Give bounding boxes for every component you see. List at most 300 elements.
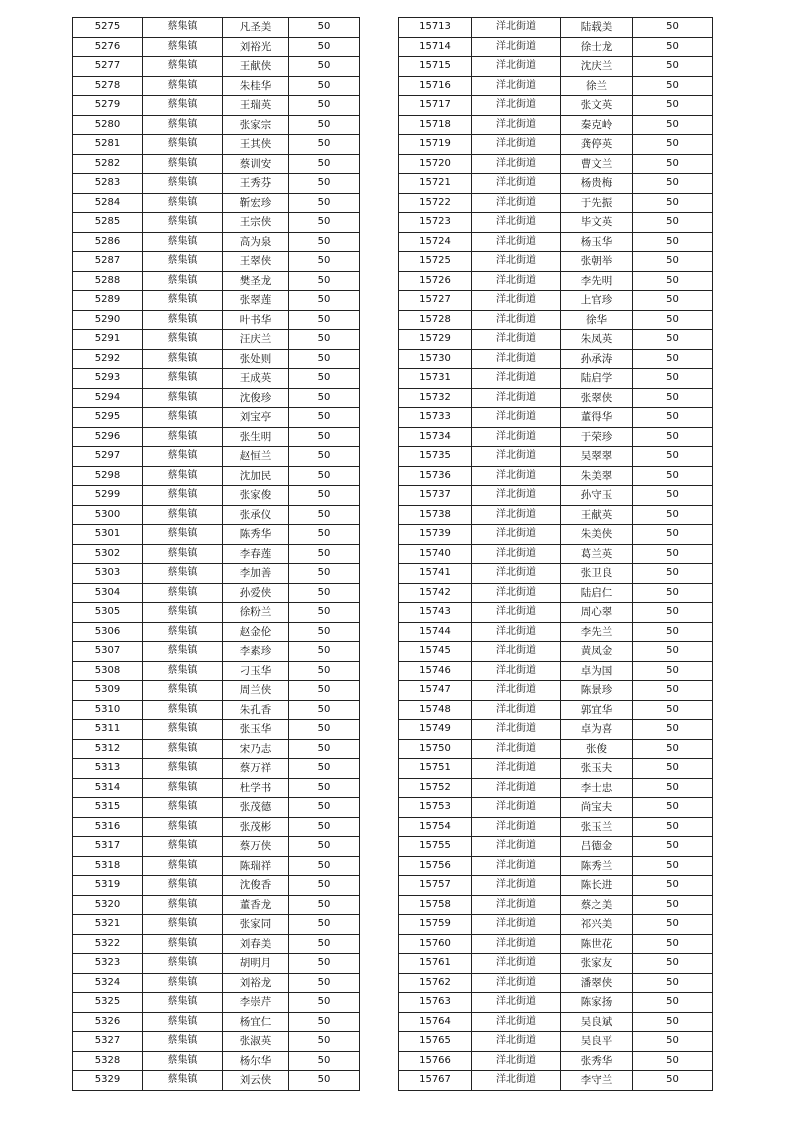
table-row <box>73 115 360 135</box>
row-number-cell: 15718 <box>399 115 472 135</box>
table-row <box>73 954 360 974</box>
amount-cell: 50 <box>289 174 360 194</box>
table-row <box>73 57 360 77</box>
township-cell: 洋北街道 <box>472 505 561 525</box>
row-number-cell: 5318 <box>73 856 143 876</box>
amount-cell: 50 <box>633 505 713 525</box>
person-name-cell: 赵恒兰 <box>223 447 289 467</box>
amount-cell: 50 <box>289 291 360 311</box>
township-cell: 洋北街道 <box>472 759 561 779</box>
person-name-cell: 张翠侠 <box>561 388 633 408</box>
person-name-cell: 蔡万祥 <box>223 759 289 779</box>
township-cell: 洋北街道 <box>472 993 561 1013</box>
township-cell: 蔡集镇 <box>143 330 223 350</box>
person-name-cell: 吕德金 <box>561 837 633 857</box>
township-cell: 洋北街道 <box>472 486 561 506</box>
township-cell: 蔡集镇 <box>143 447 223 467</box>
table-row <box>399 291 713 311</box>
person-name-cell: 杨尔华 <box>223 1051 289 1071</box>
amount-cell: 50 <box>289 18 360 38</box>
table-row <box>399 544 713 564</box>
table-row <box>73 466 360 486</box>
person-name-cell: 朱美侠 <box>561 525 633 545</box>
person-name-cell: 王献侠 <box>223 57 289 77</box>
person-name-cell: 陈世花 <box>561 934 633 954</box>
township-cell: 蔡集镇 <box>143 583 223 603</box>
township-cell: 蔡集镇 <box>143 603 223 623</box>
row-number-cell: 15754 <box>399 817 472 837</box>
amount-cell: 50 <box>633 408 713 428</box>
table-row <box>399 76 713 96</box>
amount-cell: 50 <box>633 76 713 96</box>
person-name-cell: 王其侠 <box>223 135 289 155</box>
person-name-cell: 宋乃志 <box>223 739 289 759</box>
row-number-cell: 5306 <box>73 622 143 642</box>
amount-cell: 50 <box>633 739 713 759</box>
amount-cell: 50 <box>289 310 360 330</box>
table-row <box>399 1071 713 1091</box>
amount-cell: 50 <box>633 427 713 447</box>
person-name-cell: 徐粉兰 <box>223 603 289 623</box>
amount-cell: 50 <box>633 252 713 272</box>
table-row <box>399 96 713 116</box>
township-cell: 洋北街道 <box>472 1071 561 1091</box>
person-name-cell: 董得华 <box>561 408 633 428</box>
person-name-cell: 沈庆兰 <box>561 57 633 77</box>
table-row <box>73 739 360 759</box>
row-number-cell: 15766 <box>399 1051 472 1071</box>
township-cell: 蔡集镇 <box>143 174 223 194</box>
row-number-cell: 5319 <box>73 876 143 896</box>
row-number-cell: 15741 <box>399 564 472 584</box>
person-name-cell: 陈长进 <box>561 876 633 896</box>
township-cell: 蔡集镇 <box>143 700 223 720</box>
amount-cell: 50 <box>633 661 713 681</box>
amount-cell: 50 <box>633 700 713 720</box>
amount-cell: 50 <box>633 525 713 545</box>
row-number-cell: 15739 <box>399 525 472 545</box>
person-name-cell: 张家俊 <box>223 486 289 506</box>
amount-cell: 50 <box>633 1051 713 1071</box>
person-name-cell: 张处则 <box>223 349 289 369</box>
table-row <box>73 1012 360 1032</box>
person-name-cell: 蔡万侠 <box>223 837 289 857</box>
table-row <box>73 291 360 311</box>
township-cell: 洋北街道 <box>472 76 561 96</box>
table-row <box>399 700 713 720</box>
amount-cell: 50 <box>289 934 360 954</box>
row-number-cell: 15722 <box>399 193 472 213</box>
table-row <box>399 895 713 915</box>
row-number-cell: 5309 <box>73 681 143 701</box>
township-cell: 蔡集镇 <box>143 681 223 701</box>
row-number-cell: 15745 <box>399 642 472 662</box>
row-number-cell: 15757 <box>399 876 472 896</box>
township-cell: 蔡集镇 <box>143 310 223 330</box>
amount-cell: 50 <box>289 603 360 623</box>
row-number-cell: 15748 <box>399 700 472 720</box>
table-row <box>399 213 713 233</box>
amount-cell: 50 <box>633 934 713 954</box>
table-row <box>73 349 360 369</box>
township-cell: 蔡集镇 <box>143 525 223 545</box>
person-name-cell: 刘裕龙 <box>223 973 289 993</box>
amount-cell: 50 <box>289 915 360 935</box>
table-row <box>399 388 713 408</box>
row-number-cell: 5322 <box>73 934 143 954</box>
table-row <box>73 427 360 447</box>
table-row <box>399 57 713 77</box>
person-name-cell: 朱孔香 <box>223 700 289 720</box>
person-name-cell: 蔡之美 <box>561 895 633 915</box>
person-name-cell: 曹文兰 <box>561 154 633 174</box>
row-number-cell: 5277 <box>73 57 143 77</box>
person-name-cell: 秦克岭 <box>561 115 633 135</box>
table-row <box>73 135 360 155</box>
person-name-cell: 王献英 <box>561 505 633 525</box>
table-row <box>73 934 360 954</box>
table-row <box>399 310 713 330</box>
township-cell: 蔡集镇 <box>143 622 223 642</box>
table-row <box>399 739 713 759</box>
row-number-cell: 5296 <box>73 427 143 447</box>
table-row <box>73 817 360 837</box>
person-name-cell: 沈俊香 <box>223 876 289 896</box>
amount-cell: 50 <box>289 817 360 837</box>
township-cell: 洋北街道 <box>472 778 561 798</box>
row-number-cell: 5323 <box>73 954 143 974</box>
amount-cell: 50 <box>633 1012 713 1032</box>
township-cell: 蔡集镇 <box>143 739 223 759</box>
person-name-cell: 尚宝夫 <box>561 798 633 818</box>
person-name-cell: 陈瑞祥 <box>223 856 289 876</box>
township-cell: 洋北街道 <box>472 622 561 642</box>
row-number-cell: 15713 <box>399 18 472 38</box>
table-row <box>399 37 713 57</box>
row-number-cell: 15717 <box>399 96 472 116</box>
table-row <box>399 954 713 974</box>
amount-cell: 50 <box>633 895 713 915</box>
amount-cell: 50 <box>289 135 360 155</box>
amount-cell: 50 <box>289 720 360 740</box>
township-cell: 蔡集镇 <box>143 505 223 525</box>
row-number-cell: 5292 <box>73 349 143 369</box>
amount-cell: 50 <box>633 954 713 974</box>
amount-cell: 50 <box>633 57 713 77</box>
person-name-cell: 李先明 <box>561 271 633 291</box>
amount-cell: 50 <box>289 856 360 876</box>
amount-cell: 50 <box>289 271 360 291</box>
person-name-cell: 李崇芹 <box>223 993 289 1013</box>
amount-cell: 50 <box>289 193 360 213</box>
row-number-cell: 5289 <box>73 291 143 311</box>
township-cell: 洋北街道 <box>472 232 561 252</box>
table-row <box>73 564 360 584</box>
amount-cell: 50 <box>633 466 713 486</box>
row-number-cell: 15728 <box>399 310 472 330</box>
person-name-cell: 蔡训安 <box>223 154 289 174</box>
person-name-cell: 赵金伦 <box>223 622 289 642</box>
person-name-cell: 徐华 <box>561 310 633 330</box>
table-row <box>399 642 713 662</box>
row-number-cell: 15767 <box>399 1071 472 1091</box>
amount-cell: 50 <box>289 876 360 896</box>
person-name-cell: 李素珍 <box>223 642 289 662</box>
table-row <box>73 505 360 525</box>
amount-cell: 50 <box>289 213 360 233</box>
amount-cell: 50 <box>633 388 713 408</box>
amount-cell: 50 <box>289 661 360 681</box>
township-cell: 洋北街道 <box>472 837 561 857</box>
amount-cell: 50 <box>289 1032 360 1052</box>
row-number-cell: 15747 <box>399 681 472 701</box>
amount-cell: 50 <box>633 544 713 564</box>
amount-cell: 50 <box>633 876 713 896</box>
table-row <box>399 408 713 428</box>
row-number-cell: 5294 <box>73 388 143 408</box>
row-number-cell: 5307 <box>73 642 143 662</box>
amount-cell: 50 <box>289 1071 360 1091</box>
amount-cell: 50 <box>633 18 713 38</box>
row-number-cell: 5328 <box>73 1051 143 1071</box>
amount-cell: 50 <box>289 408 360 428</box>
row-number-cell: 5315 <box>73 798 143 818</box>
row-number-cell: 15755 <box>399 837 472 857</box>
person-name-cell: 樊圣龙 <box>223 271 289 291</box>
row-number-cell: 15753 <box>399 798 472 818</box>
table-row <box>73 271 360 291</box>
row-number-cell: 15751 <box>399 759 472 779</box>
township-cell: 蔡集镇 <box>143 954 223 974</box>
row-number-cell: 5317 <box>73 837 143 857</box>
township-cell: 洋北街道 <box>472 154 561 174</box>
table-row <box>73 330 360 350</box>
person-name-cell: 于先振 <box>561 193 633 213</box>
row-number-cell: 15765 <box>399 1032 472 1052</box>
table-row <box>73 1051 360 1071</box>
amount-cell: 50 <box>633 583 713 603</box>
township-cell: 蔡集镇 <box>143 291 223 311</box>
person-name-cell: 张玉兰 <box>561 817 633 837</box>
person-name-cell: 李士忠 <box>561 778 633 798</box>
amount-cell: 50 <box>633 837 713 857</box>
roster-table-left <box>72 17 360 1091</box>
table-row <box>73 583 360 603</box>
township-cell: 洋北街道 <box>472 856 561 876</box>
township-cell: 洋北街道 <box>472 661 561 681</box>
row-number-cell: 5284 <box>73 193 143 213</box>
township-cell: 蔡集镇 <box>143 564 223 584</box>
township-cell: 洋北街道 <box>472 525 561 545</box>
table-row <box>399 778 713 798</box>
person-name-cell: 张茂德 <box>223 798 289 818</box>
township-cell: 蔡集镇 <box>143 837 223 857</box>
row-number-cell: 15723 <box>399 213 472 233</box>
table-row <box>73 154 360 174</box>
amount-cell: 50 <box>633 817 713 837</box>
township-cell: 洋北街道 <box>472 720 561 740</box>
amount-cell: 50 <box>633 447 713 467</box>
table-row <box>73 232 360 252</box>
row-number-cell: 15716 <box>399 76 472 96</box>
township-cell: 蔡集镇 <box>143 369 223 389</box>
row-number-cell: 15733 <box>399 408 472 428</box>
table-row <box>73 622 360 642</box>
table-row <box>73 388 360 408</box>
row-number-cell: 5313 <box>73 759 143 779</box>
row-number-cell: 15734 <box>399 427 472 447</box>
township-cell: 蔡集镇 <box>143 642 223 662</box>
table-row <box>399 564 713 584</box>
person-name-cell: 周心翠 <box>561 603 633 623</box>
person-name-cell: 李加善 <box>223 564 289 584</box>
row-number-cell: 15742 <box>399 583 472 603</box>
table-row <box>399 837 713 857</box>
person-name-cell: 葛兰英 <box>561 544 633 564</box>
person-name-cell: 祁兴美 <box>561 915 633 935</box>
table-row <box>399 798 713 818</box>
table-row <box>73 973 360 993</box>
amount-cell: 50 <box>633 973 713 993</box>
township-cell: 洋北街道 <box>472 193 561 213</box>
person-name-cell: 张俊 <box>561 739 633 759</box>
township-cell: 洋北街道 <box>472 96 561 116</box>
township-cell: 洋北街道 <box>472 447 561 467</box>
row-number-cell: 5291 <box>73 330 143 350</box>
township-cell: 蔡集镇 <box>143 76 223 96</box>
table-row <box>73 486 360 506</box>
row-number-cell: 5329 <box>73 1071 143 1091</box>
person-name-cell: 沈加民 <box>223 466 289 486</box>
table-row <box>399 973 713 993</box>
row-number-cell: 5300 <box>73 505 143 525</box>
row-number-cell: 5302 <box>73 544 143 564</box>
row-number-cell: 5320 <box>73 895 143 915</box>
row-number-cell: 5308 <box>73 661 143 681</box>
person-name-cell: 上官珍 <box>561 291 633 311</box>
table-row <box>73 544 360 564</box>
table-row <box>73 1032 360 1052</box>
person-name-cell: 陈景珍 <box>561 681 633 701</box>
township-cell: 洋北街道 <box>472 934 561 954</box>
amount-cell: 50 <box>633 330 713 350</box>
person-name-cell: 凡圣美 <box>223 18 289 38</box>
person-name-cell: 毕文英 <box>561 213 633 233</box>
table-row <box>399 915 713 935</box>
table-row <box>399 115 713 135</box>
amount-cell: 50 <box>289 895 360 915</box>
row-number-cell: 5316 <box>73 817 143 837</box>
table-row <box>73 96 360 116</box>
township-cell: 洋北街道 <box>472 408 561 428</box>
amount-cell: 50 <box>633 174 713 194</box>
row-number-cell: 15737 <box>399 486 472 506</box>
table-row <box>399 856 713 876</box>
person-name-cell: 张家同 <box>223 915 289 935</box>
person-name-cell: 陆启学 <box>561 369 633 389</box>
person-name-cell: 张翠莲 <box>223 291 289 311</box>
row-number-cell: 5304 <box>73 583 143 603</box>
row-number-cell: 15744 <box>399 622 472 642</box>
table-row <box>73 1071 360 1091</box>
amount-cell: 50 <box>289 388 360 408</box>
amount-cell: 50 <box>633 681 713 701</box>
row-number-cell: 15714 <box>399 37 472 57</box>
township-cell: 洋北街道 <box>472 174 561 194</box>
amount-cell: 50 <box>289 778 360 798</box>
township-cell: 洋北街道 <box>472 544 561 564</box>
amount-cell: 50 <box>289 525 360 545</box>
row-number-cell: 15720 <box>399 154 472 174</box>
row-number-cell: 5305 <box>73 603 143 623</box>
person-name-cell: 张秀华 <box>561 1051 633 1071</box>
amount-cell: 50 <box>289 447 360 467</box>
person-name-cell: 陆启仁 <box>561 583 633 603</box>
amount-cell: 50 <box>289 57 360 77</box>
row-number-cell: 15730 <box>399 349 472 369</box>
township-cell: 洋北街道 <box>472 1032 561 1052</box>
table-row <box>399 876 713 896</box>
row-number-cell: 15743 <box>399 603 472 623</box>
row-number-cell: 15762 <box>399 973 472 993</box>
table-row <box>73 447 360 467</box>
township-cell: 蔡集镇 <box>143 18 223 38</box>
township-cell: 蔡集镇 <box>143 915 223 935</box>
township-cell: 蔡集镇 <box>143 57 223 77</box>
township-cell: 洋北街道 <box>472 1051 561 1071</box>
amount-cell: 50 <box>633 642 713 662</box>
row-number-cell: 15736 <box>399 466 472 486</box>
row-number-cell: 5326 <box>73 1012 143 1032</box>
person-name-cell: 张家友 <box>561 954 633 974</box>
person-name-cell: 杨宜仁 <box>223 1012 289 1032</box>
table-row <box>73 18 360 38</box>
row-number-cell: 5281 <box>73 135 143 155</box>
roster-table-left-body <box>73 18 360 1091</box>
row-number-cell: 5297 <box>73 447 143 467</box>
table-row <box>399 154 713 174</box>
amount-cell: 50 <box>289 252 360 272</box>
township-cell: 蔡集镇 <box>143 778 223 798</box>
table-row <box>73 213 360 233</box>
table-row <box>399 252 713 272</box>
row-number-cell: 5321 <box>73 915 143 935</box>
township-cell: 蔡集镇 <box>143 973 223 993</box>
person-name-cell: 杜学书 <box>223 778 289 798</box>
table-row <box>399 447 713 467</box>
person-name-cell: 黄凤金 <box>561 642 633 662</box>
amount-cell: 50 <box>633 622 713 642</box>
township-cell: 洋北街道 <box>472 466 561 486</box>
person-name-cell: 孙爱侠 <box>223 583 289 603</box>
person-name-cell: 叶书华 <box>223 310 289 330</box>
person-name-cell: 杨玉华 <box>561 232 633 252</box>
amount-cell: 50 <box>289 739 360 759</box>
table-row <box>399 661 713 681</box>
township-cell: 洋北街道 <box>472 115 561 135</box>
person-name-cell: 高为泉 <box>223 232 289 252</box>
person-name-cell: 吴良斌 <box>561 1012 633 1032</box>
row-number-cell: 15724 <box>399 232 472 252</box>
table-row <box>73 193 360 213</box>
person-name-cell: 吴良平 <box>561 1032 633 1052</box>
table-row <box>73 856 360 876</box>
person-name-cell: 靳宏珍 <box>223 193 289 213</box>
row-number-cell: 5314 <box>73 778 143 798</box>
amount-cell: 50 <box>633 915 713 935</box>
person-name-cell: 王成英 <box>223 369 289 389</box>
table-row <box>73 642 360 662</box>
